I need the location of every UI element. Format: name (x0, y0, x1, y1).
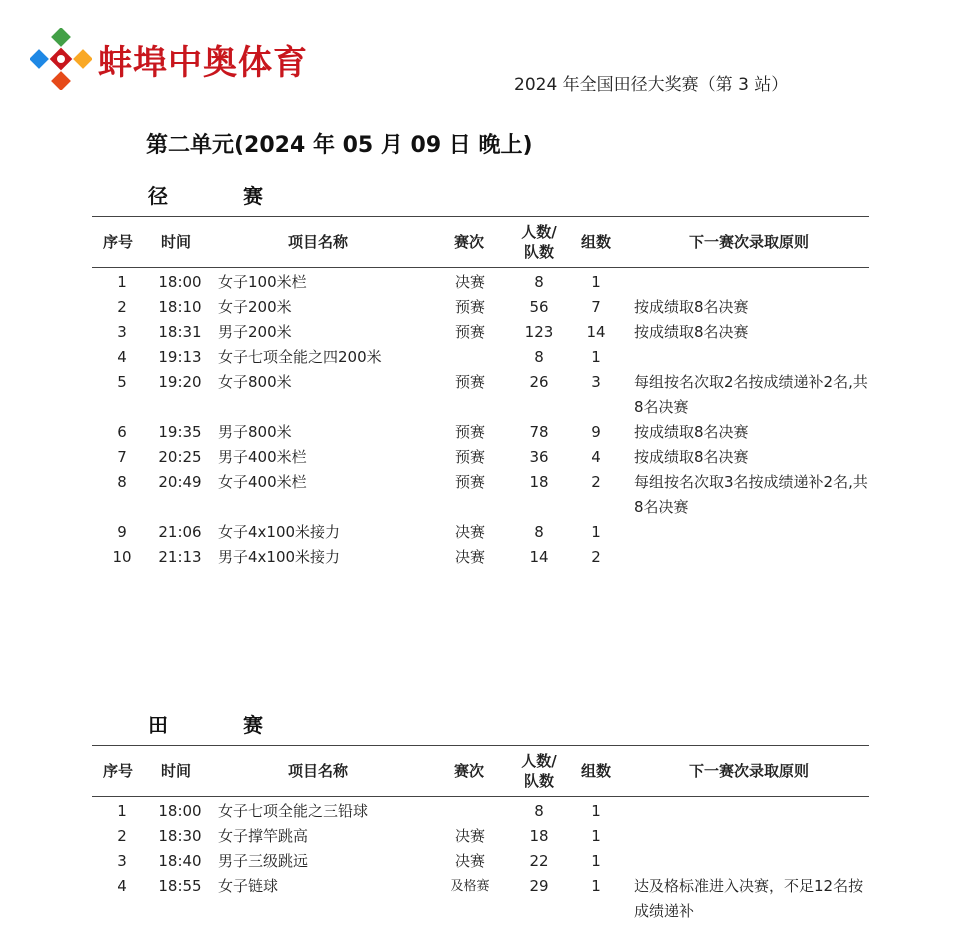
cell-count: 8 (534, 273, 544, 291)
cell-round: 及格赛 (450, 879, 490, 894)
col-header-no: 序号 (102, 762, 133, 780)
table-row (92, 420, 869, 445)
cell-name: 女子100米栏 (218, 273, 307, 291)
cell-no: 4 (117, 348, 127, 366)
cell-groups: 2 (591, 473, 601, 491)
cell-no: 2 (117, 827, 127, 845)
cell-count: 123 (524, 323, 554, 341)
cell-name: 女子200米 (218, 298, 292, 316)
cell-rule: 按成绩取8名决赛 (634, 323, 749, 341)
cell-name: 男子400米栏 (218, 448, 307, 466)
cell-round: 预赛 (454, 448, 485, 466)
cell-time: 21:13 (158, 548, 202, 566)
cell-count: 78 (529, 423, 549, 441)
cell-round: 预赛 (454, 423, 485, 441)
cell-round: 预赛 (454, 323, 485, 341)
field-section-title: 田 赛 (148, 713, 297, 737)
cell-round: 决赛 (454, 273, 485, 291)
cell-round: 预赛 (454, 298, 485, 316)
cell-count: 29 (529, 877, 549, 895)
cell-name: 女子撑竿跳高 (218, 827, 309, 845)
cell-count: 8 (534, 523, 544, 541)
table-row (92, 545, 869, 570)
cell-no: 2 (117, 298, 127, 316)
track-table (92, 216, 869, 570)
cell-groups: 1 (591, 827, 601, 845)
col-header-name: 项目名称 (287, 762, 348, 780)
cell-groups: 14 (586, 323, 606, 341)
cell-name: 女子400米栏 (218, 473, 307, 491)
cell-rule: 达及格标准进入决赛，不足12名按成绩递补 (634, 877, 864, 920)
cell-rule: 按成绩取8名决赛 (634, 448, 749, 466)
table-row (92, 849, 869, 874)
col-header-rule: 下一赛次录取原则 (688, 762, 809, 780)
cell-name: 男子800米 (218, 423, 292, 441)
cell-groups: 9 (591, 423, 601, 441)
cell-no: 1 (117, 273, 127, 291)
track-rows (92, 268, 869, 570)
cell-name: 男子200米 (218, 323, 292, 341)
cell-name: 男子三级跳远 (218, 852, 309, 870)
cell-count: 56 (529, 298, 549, 316)
cell-name: 女子链球 (218, 877, 279, 895)
cell-time: 19:20 (158, 373, 202, 391)
table-row (92, 470, 869, 520)
cell-time: 21:06 (158, 523, 202, 541)
cell-round: 预赛 (454, 373, 485, 391)
cell-no: 3 (117, 852, 127, 870)
field-rows (92, 797, 869, 924)
cell-round: 决赛 (454, 827, 485, 845)
cell-groups: 1 (591, 802, 601, 820)
cell-rule: 按成绩取8名决赛 (634, 423, 749, 441)
cell-count: 22 (529, 852, 549, 870)
table-row (92, 824, 869, 849)
cell-count: 18 (529, 473, 549, 491)
cell-time: 18:00 (158, 273, 202, 291)
cell-no: 8 (117, 473, 127, 491)
cell-groups: 1 (591, 852, 601, 870)
cell-groups: 1 (591, 877, 601, 895)
cell-count: 36 (529, 448, 549, 466)
event-title: 2024 年全国田径大奖赛（第 3 站） (514, 75, 789, 95)
col-header-rule: 下一赛次录取原则 (688, 233, 809, 251)
table-row (92, 799, 869, 824)
cell-groups: 1 (591, 348, 601, 366)
cell-time: 20:49 (158, 473, 202, 491)
cell-groups: 2 (591, 548, 601, 566)
cell-name: 女子4x100米接力 (218, 523, 341, 541)
cell-groups: 1 (591, 523, 601, 541)
cell-round: 决赛 (454, 523, 485, 541)
table-row (92, 270, 869, 295)
cell-count: 8 (534, 348, 544, 366)
table-row (92, 370, 869, 420)
cell-no: 7 (117, 448, 127, 466)
col-header-no: 序号 (102, 233, 133, 251)
brand-logo (30, 28, 308, 90)
table-row (92, 295, 869, 320)
cell-time: 20:25 (158, 448, 202, 466)
table-row (92, 345, 869, 370)
cell-rule: 按成绩取8名决赛 (634, 298, 749, 316)
cell-time: 18:10 (158, 298, 202, 316)
cell-groups: 7 (591, 298, 601, 316)
cell-groups: 4 (591, 448, 601, 466)
cell-no: 1 (117, 802, 127, 820)
logo-text: 蚌埠中奥体育 (98, 42, 308, 83)
cell-groups: 3 (591, 373, 601, 391)
cell-rule: 每组按名次取3名按成绩递补2名,共8名决赛 (634, 473, 868, 516)
cell-time: 18:00 (158, 802, 202, 820)
table-row (92, 320, 869, 345)
cell-no: 10 (112, 548, 132, 566)
col-header-count-line1: 人数/ (521, 752, 557, 770)
col-header-count-line2: 队数 (523, 243, 554, 261)
logo-emblem-icon (30, 28, 92, 90)
table-header (92, 216, 869, 268)
cell-no: 6 (117, 423, 127, 441)
col-header-time: 时间 (160, 233, 191, 251)
col-header-name: 项目名称 (287, 233, 348, 251)
col-header-count-line1: 人数/ (521, 223, 557, 241)
cell-round: 预赛 (454, 473, 485, 491)
cell-count: 18 (529, 827, 549, 845)
table-row (92, 520, 869, 545)
cell-round: 决赛 (454, 548, 485, 566)
cell-no: 3 (117, 323, 127, 341)
col-header-time: 时间 (160, 762, 191, 780)
col-header-count-line2: 队数 (523, 772, 554, 790)
col-header-round: 赛次 (453, 762, 484, 780)
cell-time: 18:30 (158, 827, 202, 845)
cell-time: 18:40 (158, 852, 202, 870)
unit-title: 第二单元(2024 年 05 月 09 日 晚上) (146, 133, 533, 158)
cell-name: 女子七项全能之四200米 (218, 348, 382, 366)
cell-time: 19:13 (158, 348, 202, 366)
cell-no: 4 (117, 877, 127, 895)
cell-time: 18:31 (158, 323, 202, 341)
table-header (92, 745, 869, 797)
col-header-round: 赛次 (453, 233, 484, 251)
col-header-count (512, 746, 566, 796)
cell-time: 19:35 (158, 423, 202, 441)
cell-no: 5 (117, 373, 127, 391)
cell-round: 决赛 (454, 852, 485, 870)
cell-no: 9 (117, 523, 127, 541)
table-row (92, 445, 869, 470)
field-table (92, 745, 869, 924)
cell-rule: 每组按名次取2名按成绩递补2名,共8名决赛 (634, 373, 868, 416)
cell-name: 女子七项全能之三铅球 (218, 802, 369, 820)
table-row (92, 874, 869, 924)
col-header-groups: 组数 (580, 762, 611, 780)
col-header-count (512, 217, 566, 267)
col-header-groups: 组数 (580, 233, 611, 251)
track-section-title: 径 赛 (148, 184, 297, 208)
cell-name: 男子4x100米接力 (218, 548, 341, 566)
cell-count: 8 (534, 802, 544, 820)
cell-name: 女子800米 (218, 373, 292, 391)
cell-count: 26 (529, 373, 549, 391)
cell-time: 18:55 (158, 877, 202, 895)
cell-groups: 1 (591, 273, 601, 291)
cell-count: 14 (529, 548, 549, 566)
